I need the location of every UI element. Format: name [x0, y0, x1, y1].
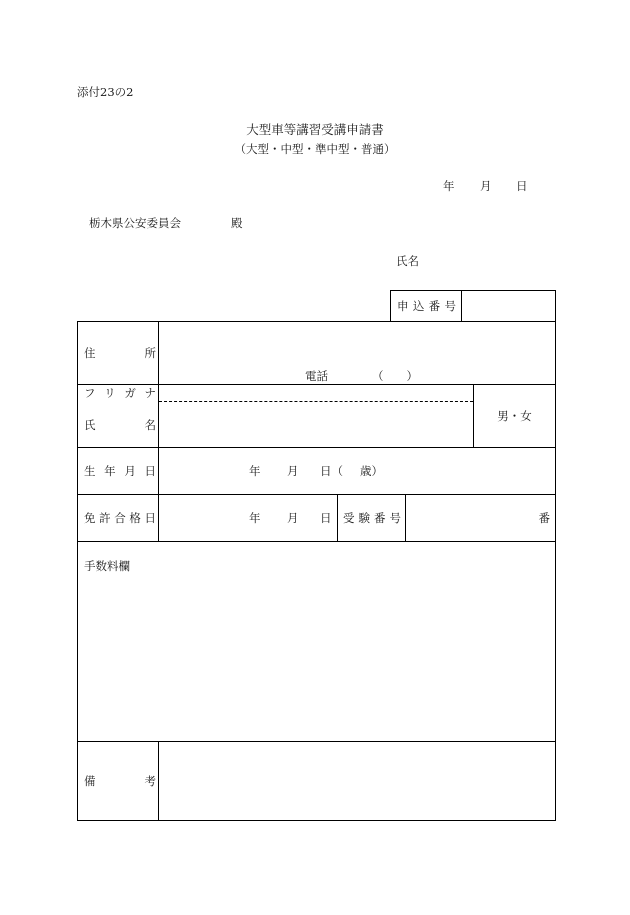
remarks-field[interactable]	[158, 742, 555, 820]
label-char: 日	[144, 511, 156, 525]
application-number-box	[390, 290, 556, 322]
label-char: 名	[144, 417, 156, 432]
exam-number-unit: 番	[538, 511, 550, 525]
pass-year-label: 年	[249, 511, 261, 525]
label-char: 月	[124, 464, 136, 478]
fee-row	[78, 541, 555, 741]
label-char: 住	[84, 346, 96, 360]
label-char: 格	[129, 511, 141, 525]
submission-year-label: 年	[443, 179, 455, 193]
label-char: 許	[99, 511, 111, 525]
license-pass-date-field[interactable]	[158, 495, 337, 541]
exam-number-field[interactable]	[405, 495, 555, 541]
label-char: 合	[114, 511, 126, 525]
name-label	[78, 402, 158, 447]
label-char: 号	[444, 299, 456, 313]
label-char: リ	[104, 386, 116, 400]
label-char: 所	[144, 346, 156, 360]
label-char: 免	[84, 511, 96, 525]
label-char: 号	[389, 511, 401, 525]
birth-date-field[interactable]	[158, 448, 555, 494]
label-char: 生	[84, 464, 96, 478]
pass-month-label: 月	[287, 511, 299, 525]
submission-month-label: 月	[480, 179, 492, 193]
application-number-field[interactable]	[461, 291, 555, 321]
fee-label: 手数料欄	[84, 559, 130, 573]
name-row	[78, 384, 555, 447]
applicant-info-table	[77, 321, 556, 821]
label-char: 氏	[84, 417, 96, 432]
name-field-area	[158, 385, 473, 447]
label-char: 年	[104, 464, 116, 478]
license-pass-date-row	[78, 494, 555, 541]
addressee-honorific: 殿	[231, 216, 243, 230]
form-title: 大型車等講習受講申請書	[246, 122, 384, 137]
birth-year-label: 年	[249, 464, 261, 478]
label-char: 申	[397, 299, 409, 313]
gender-cell	[473, 385, 555, 447]
address-row	[78, 322, 555, 384]
addressee-name: 栃木県公安委員会	[89, 216, 181, 230]
license-pass-date-label	[78, 495, 158, 541]
label-char: 込	[412, 299, 425, 313]
phone-parens: （ ）	[372, 369, 418, 383]
attachment-label: 添付23の2	[77, 85, 134, 99]
address-field[interactable]	[158, 322, 555, 384]
furigana-field[interactable]	[159, 385, 473, 401]
remarks-label	[78, 742, 158, 820]
application-number-label	[391, 291, 461, 321]
remarks-row	[78, 741, 555, 820]
gender-options[interactable]: 男・女	[497, 409, 532, 423]
pass-day-label: 日	[320, 511, 332, 525]
label-char: 備	[84, 774, 96, 788]
birth-date-row	[78, 447, 555, 494]
applicant-signature-label: 氏名	[396, 254, 419, 268]
exam-number-label	[337, 495, 405, 541]
label-char: 験	[358, 511, 370, 525]
phone-label: 電話	[305, 369, 328, 383]
label-char: 日	[144, 464, 156, 478]
submission-day-label: 日	[516, 179, 528, 193]
label-char: 番	[374, 511, 386, 525]
label-char: ナ	[144, 386, 156, 400]
birth-month-label: 月	[287, 464, 299, 478]
furigana-label	[78, 385, 158, 401]
label-char: ガ	[124, 386, 136, 400]
label-char: 番	[428, 299, 441, 313]
label-char: 考	[144, 774, 156, 788]
birth-date-label	[78, 448, 158, 494]
address-label	[78, 322, 158, 384]
age-label: 歳）	[360, 464, 383, 478]
label-char: 受	[343, 511, 355, 525]
form-subtitle: （大型・中型・準中型・普通）	[234, 142, 396, 156]
name-field[interactable]	[159, 402, 473, 447]
fee-field[interactable]	[78, 542, 555, 741]
birth-day-label: 日（	[320, 464, 343, 478]
label-char: フ	[84, 386, 96, 400]
